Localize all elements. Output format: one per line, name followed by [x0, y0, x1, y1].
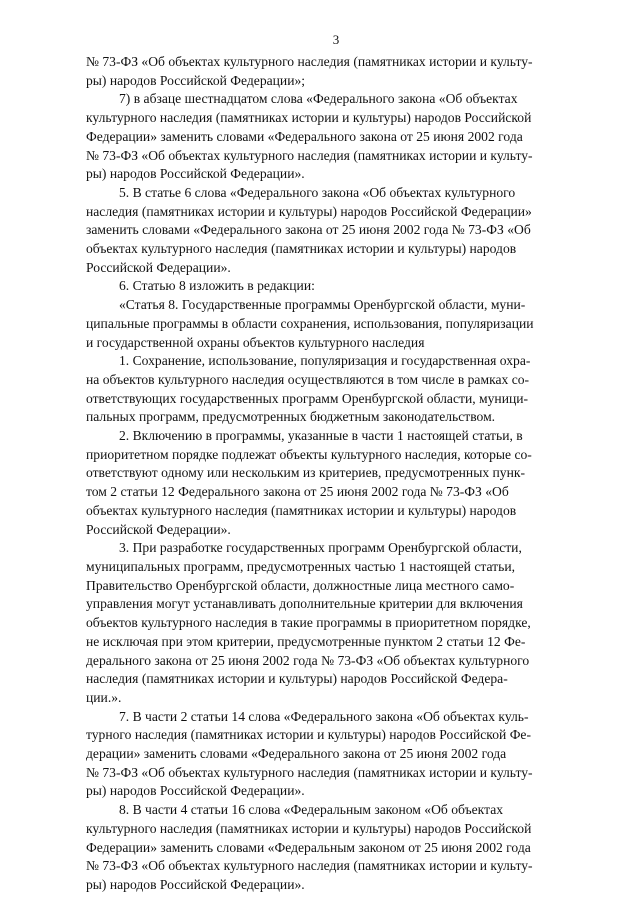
- article-8-part-1: 1. Сохранение, использование, популяризация и государственная охра- на объектов культурного наследия осуществляются в том числе в рамках со- ответствующих государственных программ Оренбургской области, муници- пальных программ, предусмотренных бюджетным законодательством.: [86, 353, 531, 425]
- paragraph-continuation: № 73-ФЗ «Об объектах культурного наследия (памятниках истории и культу- ры) народов Российской Федерации»;: [86, 54, 533, 88]
- paragraph-point-8: 8. В части 4 статьи 16 слова «Федеральным законом «Об объектах культурного наследия (памятниках истории и культуры) народов Российской Федерации» заменить словами «Федеральным законом от 25 июня 2002 года № 73-ФЗ «Об объектах культурного наследия (памятниках истории и культу- ры) народов Российской Федерации».: [86, 802, 533, 892]
- page-number: 3: [332, 32, 340, 47]
- paragraph-item-7: 7) в абзаце шестнадцатом слова «Федерального закона «Об объектах культурного наследия (памятниках истории и культуры) народов Российской Федерации» заменить словами «Федерального закона от 25 июня 2002 года № 73-ФЗ «Об объектах культурного наследия (памятниках истории и культу- ры) народов Российской Федерации».: [86, 91, 533, 182]
- article-8-heading: «Статья 8. Государственные программы Оренбургской области, муни- ципальные программы в области сохранения, использования, популяризации и государственной охраны объектов культурного наследия: [86, 297, 534, 350]
- article-8-part-3: 3. При разработке государственных программ Оренбургской области, муниципальных программ, предусмотренных частью 1 настоящей статьи, Правительство Оренбургской области, должностные лица местного само- управления могут устанавливать дополнительные критерии для включения объектов культурного наследия в такие программы в приоритетном порядке, не исключая при этом критерии, предусмотренные пунктом 2 статьи 12 Фе- дерального закона от 25 июня 2002 года № 73-ФЗ «Об объектах культурного наследия (памятниках истории и культуры) народов Российской Федера- ции.».: [86, 540, 531, 705]
- article-8-part-2: 2. Включению в программы, указанные в части 1 настоящей статьи, в приоритетном порядке подлежат объекты культурного наследия, которые со- ответствуют одному или нескольким из критериев, предусмотренных пунк- том 2 статьи 12 Федерального закона от 25 июня 2002 года № 73-ФЗ «Об объектах культурного наследия (памятниках истории и культуры) народов Российской Федерации».: [86, 428, 532, 537]
- paragraph-point-7: 7. В части 2 статьи 14 слова «Федерального закона «Об объектах куль- турного наследия (памятниках истории и культуры) народов Российской Фе- дерации» заменить словами «Федерального закона от 25 июня 2002 года № 73-ФЗ «Об объектах культурного наследия (памятниках истории и культу- ры) народов Российской Федерации».: [86, 708, 533, 799]
- paragraph-point-5: 5. В статье 6 слова «Федерального закона «Об объектах культурного наследия (памятниках истории и культуры) народов Российской Федерации» заменить словами «Федерального закона от 25 июня 2002 года № 73-ФЗ «Об объектах культурного наследия (памятниках истории и культуры) народов Российской Федерации».: [86, 184, 532, 275]
- paragraph-point-6: 6. Статью 8 изложить в редакции:: [119, 278, 315, 294]
- document-page: [86, 30, 586, 895]
